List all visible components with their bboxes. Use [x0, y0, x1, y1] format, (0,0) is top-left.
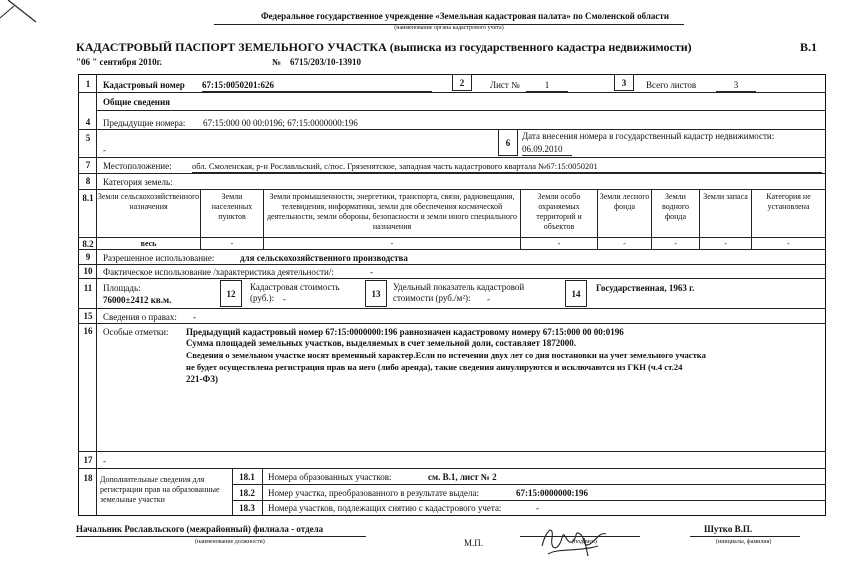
doc-title: КАДАСТРОВЫЙ ПАСПОРТ ЗЕМЕЛЬНОГО УЧАСТКА (выписка из государственного кадастра недвижимости) [76, 40, 692, 54]
row-num-8: 8 [85, 176, 91, 186]
form-code: В.1 [800, 40, 818, 54]
specific-value-label: Удельный показатель кадастровой стоимости (руб./м²): [393, 282, 525, 303]
scan-corner-mark [0, 0, 60, 30]
row-num-13: 13 [371, 289, 381, 299]
cat-agricultural: Земли сельскохозяйственного назначения [97, 192, 200, 211]
org-name: Федеральное государственное учреждение «Земельная кадастровая палата» по Смоленской области [260, 11, 670, 21]
row-num-11: 11 [83, 283, 93, 293]
cat-value-industry: - [390, 239, 394, 248]
special-mark-line: Предыдущий кадастровый номер 67:15:0000000:196 равнозначен кадастровому номеру 67:15:000 00 00:0196 [186, 327, 624, 337]
signature-caption: (подпись) [572, 539, 597, 545]
cat-value-agricultural: весь [140, 239, 157, 248]
sheets-label: Всего листов [646, 80, 697, 90]
sheet-label: Лист № [490, 80, 520, 90]
additional-info-label: Дополнительные сведения для регистрации прав на образованные земельные участки [100, 475, 220, 504]
row-num-8-1: 8.1 [82, 193, 94, 203]
cadastral-value: - [283, 294, 286, 304]
prev-numbers-label: Предыдущие номера: [103, 118, 186, 128]
special-mark-line: Сведения о земельном участке носят временный характер.Если по истечении двух лет со дня постановки на учет земельного участка [186, 350, 706, 360]
signature-image [528, 508, 628, 568]
org-caption: (наименование органа кадастрового учета) [394, 25, 504, 31]
row-num-4: 4 [85, 117, 91, 127]
doc-number: 6715/203/10-13910 [290, 57, 361, 67]
area-label: Площадь: [103, 283, 141, 293]
cat-value-water: - [674, 239, 677, 248]
doc-date: "06 " сентября 2010г. [76, 57, 162, 67]
cat-value-settlements: - [230, 239, 234, 248]
general-heading: Общие сведения [103, 97, 171, 107]
row-num-3: 3 [621, 78, 627, 88]
land-category-label: Категория земель: [103, 177, 173, 187]
transformed-plot-value: 67:15:0000000:196 [516, 488, 588, 498]
formed-plots-value: см. В.1, лист № 2 [428, 472, 497, 482]
actual-use-value: - [370, 267, 373, 277]
removed-plots-value: - [536, 503, 539, 513]
permitted-use-value: для сельскохозяйственного производства [240, 253, 480, 265]
rights-value: - [193, 312, 196, 322]
location-value: обл. Смоленская, р-н Рославльский, с/пос. Грязенятское, западная часть кадастрового квартала №67:15:0050201 [192, 161, 822, 173]
row-num-15: 15 [83, 311, 93, 321]
cadastral-number-value: 67:15:0050201:626 [202, 80, 432, 92]
row-num-2: 2 [459, 78, 465, 88]
cat-value-reserve: - [724, 239, 727, 248]
official-position: Начальник Рославльского (межрайонный) филиала - отдела [76, 524, 324, 534]
special-marks-label: Особые отметки: [103, 327, 169, 337]
row17-value: - [103, 456, 106, 466]
row-num-7: 7 [85, 160, 91, 170]
row-num-10: 10 [83, 266, 93, 276]
prev-numbers-value: 67:15:000 00 00:0196; 67:15:0000000:196 [203, 118, 453, 130]
cat-protected: Земли особо охраняемых территорий и объектов [536, 192, 582, 231]
item-num-18-2: 18.2 [239, 488, 255, 498]
item-num-18-3: 18.3 [239, 503, 255, 513]
row-num-9: 9 [85, 252, 91, 262]
stamp-label: М.П. [464, 538, 484, 548]
reg-date-value: 06.09.2010 [522, 144, 572, 156]
cat-water: Земли водного фонда [662, 192, 689, 221]
cat-value-forest: - [623, 239, 626, 248]
row-num-17: 17 [83, 455, 93, 465]
position-caption: (наименование должности) [195, 539, 265, 545]
sheets-value: 3 [716, 80, 756, 92]
special-mark-line: Сумма площадей земельных участков, выделяемых в счет земельной доли, составляет 1872000. [186, 338, 576, 348]
cat-value-protected: - [557, 239, 561, 248]
formed-plots-label: Номера образованных участков: [268, 472, 392, 482]
row-num-16: 16 [83, 326, 93, 336]
row-num-8-2: 8.2 [82, 239, 94, 249]
row5-value: - [103, 145, 106, 155]
item-num-18-1: 18.1 [239, 472, 255, 482]
cadastral-value-label: Кадастровая стоимость (руб.): [250, 282, 340, 303]
reg-date-label: Дата внесения номера в государственный кадастр недвижимости: [522, 131, 775, 141]
name-caption: (инициалы, фамилия) [716, 539, 772, 545]
cat-settlements: Земли населенных пунктов [211, 192, 253, 221]
rights-label: Сведения о правах: [103, 312, 177, 322]
official-name: Шутко В.П. [704, 524, 753, 534]
transformed-plot-label: Номер участка, преобразованного в результате выдела: [268, 488, 479, 498]
row-num-18: 18 [83, 473, 93, 483]
row-num-12: 12 [226, 289, 236, 299]
cadastral-number-label: Кадастровый номер [103, 80, 185, 90]
row-num-1: 1 [85, 79, 91, 89]
location-label: Местоположение: [103, 161, 172, 171]
area-value: 76000±2412 кв.м. [103, 295, 172, 305]
row-num-14: 14 [571, 289, 581, 299]
cat-reserve: Земли запаса [703, 192, 748, 201]
actual-use-label: Фактическое использование /характеристика деятельности/: [103, 267, 334, 277]
row-num-5: 5 [85, 133, 91, 143]
special-mark-line: 221-ФЗ) [186, 374, 218, 384]
cat-unset: Категория не установлена [766, 192, 811, 211]
special-mark-line: не будет осуществлена регистрация прав на него (либо аренда), такие сведения аннулируются и исключаются из ГКН (ч.4 ст.24 [186, 362, 683, 372]
cat-industry: Земли промышленности, энергетики, транспорта, связи, радиовещания, телевидения, информатики, земли для обеспечения космической деятельности, земли обороны, безопасности и земли иного специального назначения [266, 192, 518, 231]
cat-value-unset: - [787, 239, 790, 248]
sheet-value: 1 [526, 80, 568, 92]
number-label: № [272, 57, 282, 67]
permitted-use-label: Разрешенное использование: [103, 253, 215, 263]
specific-value: - [487, 294, 490, 304]
removed-plots-label: Номера участков, подлежащих снятию с кадастрового учета: [268, 503, 502, 513]
ownership-value: Государственная, 1963 г. [596, 283, 695, 293]
cat-forest: Земли лесного фонда [599, 192, 650, 211]
row-num-6: 6 [505, 138, 511, 148]
